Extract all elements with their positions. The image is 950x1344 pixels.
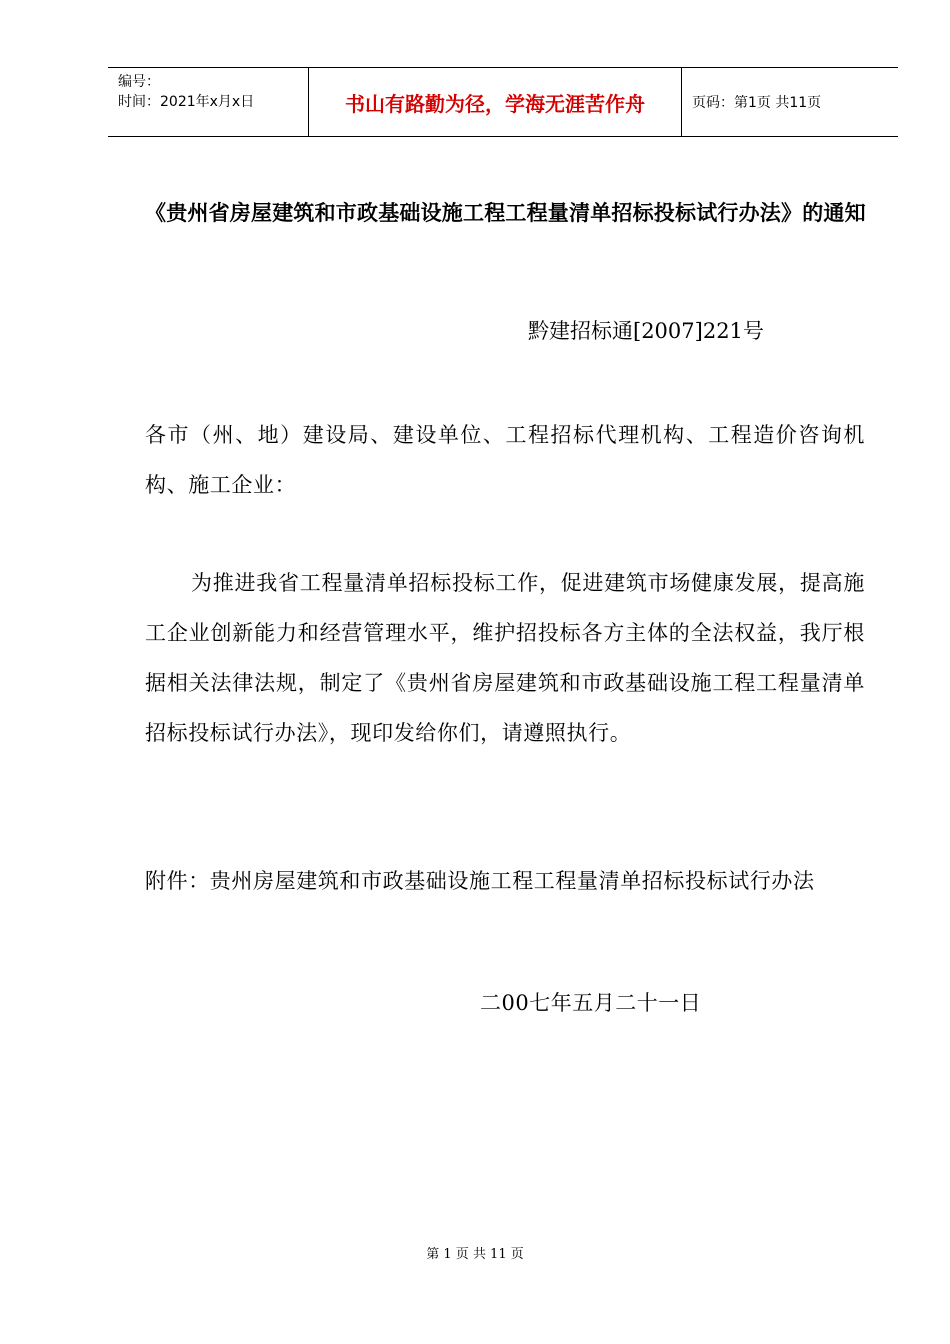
page-footer: 第 1 页 共 11 页 xyxy=(426,1247,524,1262)
attachment-line: 附件：贵州房屋建筑和市政基础设施工程工程量清单招标投标试行办法 xyxy=(145,869,815,893)
serial-label: 编号： xyxy=(118,74,160,90)
page-header xyxy=(108,67,898,137)
issue-date: 二00七年五月二十一日 xyxy=(480,991,702,1015)
header-page-info: 页码：第1页 共11页 xyxy=(692,95,822,111)
document-title: 《贵州省房屋建筑和市政基础设施工程工程量清单招标投标试行办法》的通知 xyxy=(145,201,866,225)
document-number: 黔建招标通[2007]221号 xyxy=(528,319,764,343)
time-label: 时间：2021年x月x日 xyxy=(118,94,255,110)
body-paragraph: 为推进我省工程量清单招标投标工作，促进建筑市场健康发展，提高施工企业创新能力和经营管理水平，维护招投标各方主体的全法权益，我厅根据相关法律法规，制定了《贵州省房屋建筑和市政基础设施工程工程量清单招标投标试行办法》，现印发给你们，请遵照执行。 xyxy=(145,571,865,745)
header-motto: 书山有路勤为径，学海无涯苦作舟 xyxy=(308,68,682,136)
header-meta xyxy=(108,68,308,136)
addressee: 各市（州、地）建设局、建设单位、工程招标代理机构、工程造价咨询机构、施工企业： xyxy=(145,423,865,497)
